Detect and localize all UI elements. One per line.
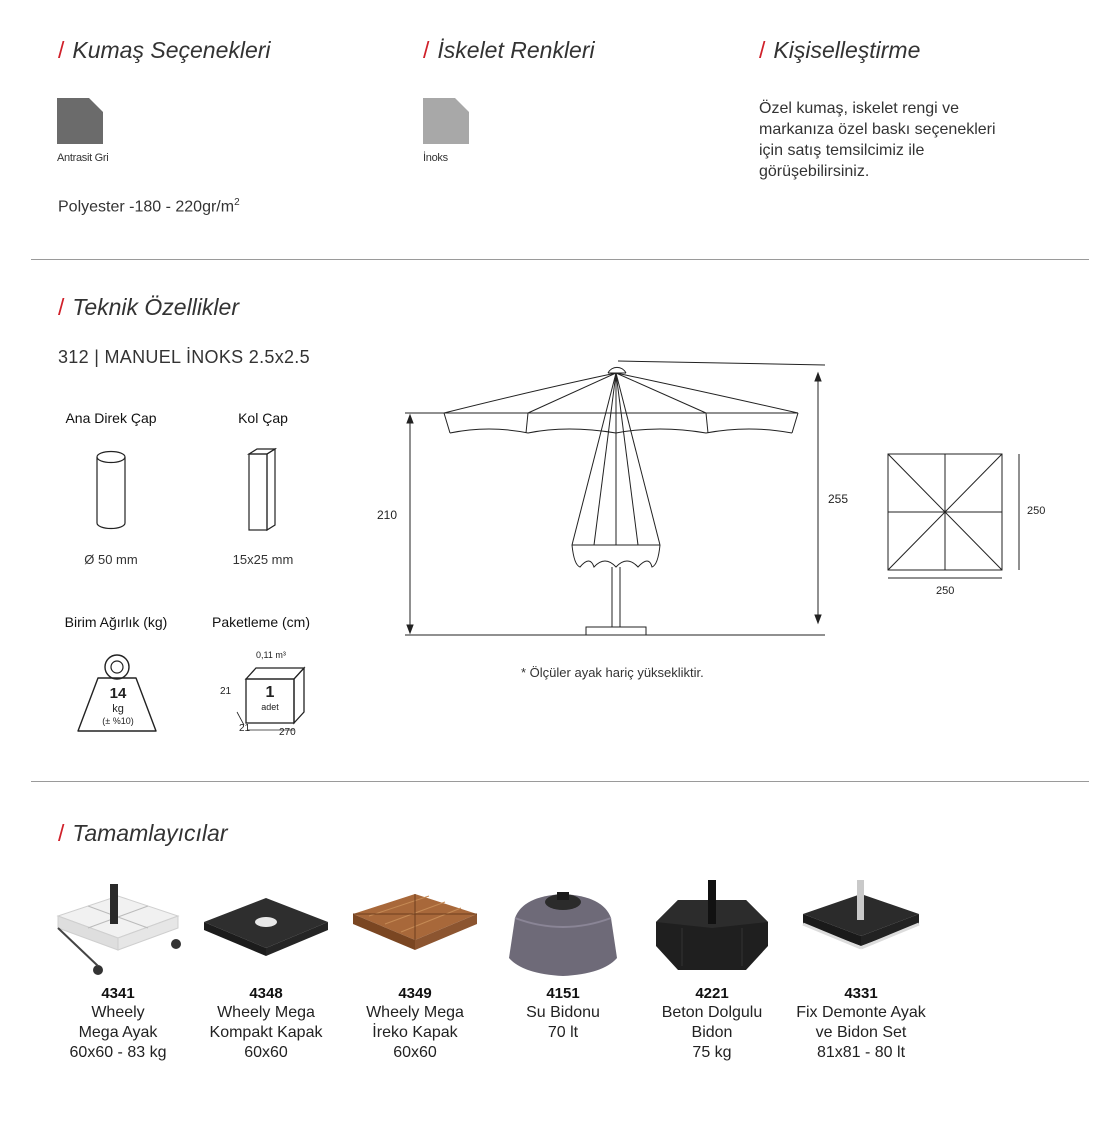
concrete-tank-image <box>642 866 782 984</box>
accessory-code: 4331 <box>844 985 878 1002</box>
dimension-250-side: 250 <box>1027 505 1046 517</box>
divider-2 <box>31 781 1089 782</box>
accessory-code: 4151 <box>546 985 580 1002</box>
arm-label: Kol Çap <box>238 410 288 426</box>
inox-swatch <box>423 98 471 146</box>
weight-value: 14 <box>109 685 127 702</box>
accessory-name-line: Fix Demonte Ayak <box>796 1004 926 1021</box>
accessory-4151[interactable] <box>493 866 633 1043</box>
accessories-section-title: / Tamamlayıcılar <box>58 820 228 846</box>
dimension-note: * Ölçüler ayak hariç yüksekliktir. <box>521 665 704 680</box>
wheely-mega-base-image <box>48 866 188 984</box>
fabric-section-title: / Kumaş Seçenekleri <box>58 37 271 63</box>
accessory-code: 4341 <box>101 985 135 1002</box>
weight-tolerance: (± %10) <box>102 716 134 726</box>
frame-swatch-label: İnoks <box>423 152 448 164</box>
accessory-name-line: Mega Ayak <box>78 1024 158 1041</box>
anthracite-swatch <box>57 98 105 146</box>
custom-description: Özel kumaş, iskelet rengi ve markanıza özel baskı seçenekleri için satış temsilcimiz ile görüşebilirsiniz. <box>759 100 996 180</box>
package-length: 270 <box>279 727 296 738</box>
accessory-size-line: 60x60 <box>393 1044 437 1061</box>
weight-unit: kg <box>112 703 124 715</box>
dimension-255: 255 <box>828 492 849 506</box>
accessory-name-line: Wheely Mega <box>366 1004 464 1021</box>
divider-1 <box>31 259 1089 260</box>
water-tank-image <box>493 866 633 984</box>
pole-cylinder-icon <box>93 448 129 534</box>
pole-value: Ø 50 mm <box>84 552 138 567</box>
dimension-250-bottom: 250 <box>936 585 955 597</box>
accessory-code: 4348 <box>249 985 283 1002</box>
umbrella-side-drawing <box>400 355 840 645</box>
accessory-4341[interactable] <box>48 866 188 1063</box>
accessory-4348[interactable] <box>196 866 336 1063</box>
accessory-4331[interactable] <box>791 866 931 1063</box>
frame-section-title: / İskelet Renkleri <box>423 37 595 63</box>
arm-value: 15x25 mm <box>232 552 294 567</box>
accessory-size-line: 81x81 - 80 lt <box>816 1044 906 1061</box>
dimension-210: 210 <box>377 508 398 522</box>
accessory-name-line: Beton Dolgulu <box>661 1004 763 1021</box>
accessory-name-line: Su Bidonu <box>526 1004 600 1021</box>
compact-cover-image <box>196 866 336 984</box>
accessory-size-line: 60x60 <box>244 1044 288 1061</box>
accessory-4221[interactable] <box>642 866 782 1063</box>
package-volume: 0,11 m³ <box>256 650 286 660</box>
package-count: 1 <box>265 684 275 701</box>
fix-base-set-image <box>791 866 931 984</box>
umbrella-top-drawing <box>880 446 1030 586</box>
accessory-code: 4349 <box>398 985 432 1002</box>
ireko-cover-image <box>345 866 485 984</box>
fabric-material-text: Polyester $-180 - 220gr/m^2$ <box>58 197 240 216</box>
accessory-size-line: 60x60 - 83 kg <box>69 1044 167 1061</box>
package-height: 21 <box>220 686 232 697</box>
model-name: 312 | MANUEL İNOKS 2.5x2.5 <box>58 347 310 367</box>
arm-profile-icon <box>245 446 281 536</box>
accessory-name-line: Bidon <box>691 1024 733 1041</box>
fabric-swatch-label: Antrasit Gri <box>57 152 109 164</box>
packaging-label: Paketleme (cm) <box>211 614 311 630</box>
pole-label: Ana Direk Çap <box>65 410 157 426</box>
accessory-name-line: ve Bidon Set <box>815 1024 907 1041</box>
accessory-size-line: 75 kg <box>692 1044 732 1061</box>
accessory-size-line: 70 lt <box>547 1024 579 1041</box>
weight-label: Birim Ağırlık (kg) <box>64 614 168 630</box>
accessory-name-line: Wheely <box>91 1004 145 1021</box>
accessory-code: 4221 <box>695 985 729 1002</box>
package-count-unit: adet <box>261 702 279 712</box>
package-width: 21 <box>239 723 251 734</box>
accessory-4349[interactable] <box>345 866 485 1063</box>
tech-section-title: / Teknik Özellikler <box>58 294 239 320</box>
accessory-name-line: Kompakt Kapak <box>209 1024 323 1041</box>
custom-section-title: / Kişiselleştirme <box>759 37 921 63</box>
accessory-name-line: Wheely Mega <box>217 1004 315 1021</box>
accessory-name-line: İreko Kapak <box>372 1024 458 1041</box>
